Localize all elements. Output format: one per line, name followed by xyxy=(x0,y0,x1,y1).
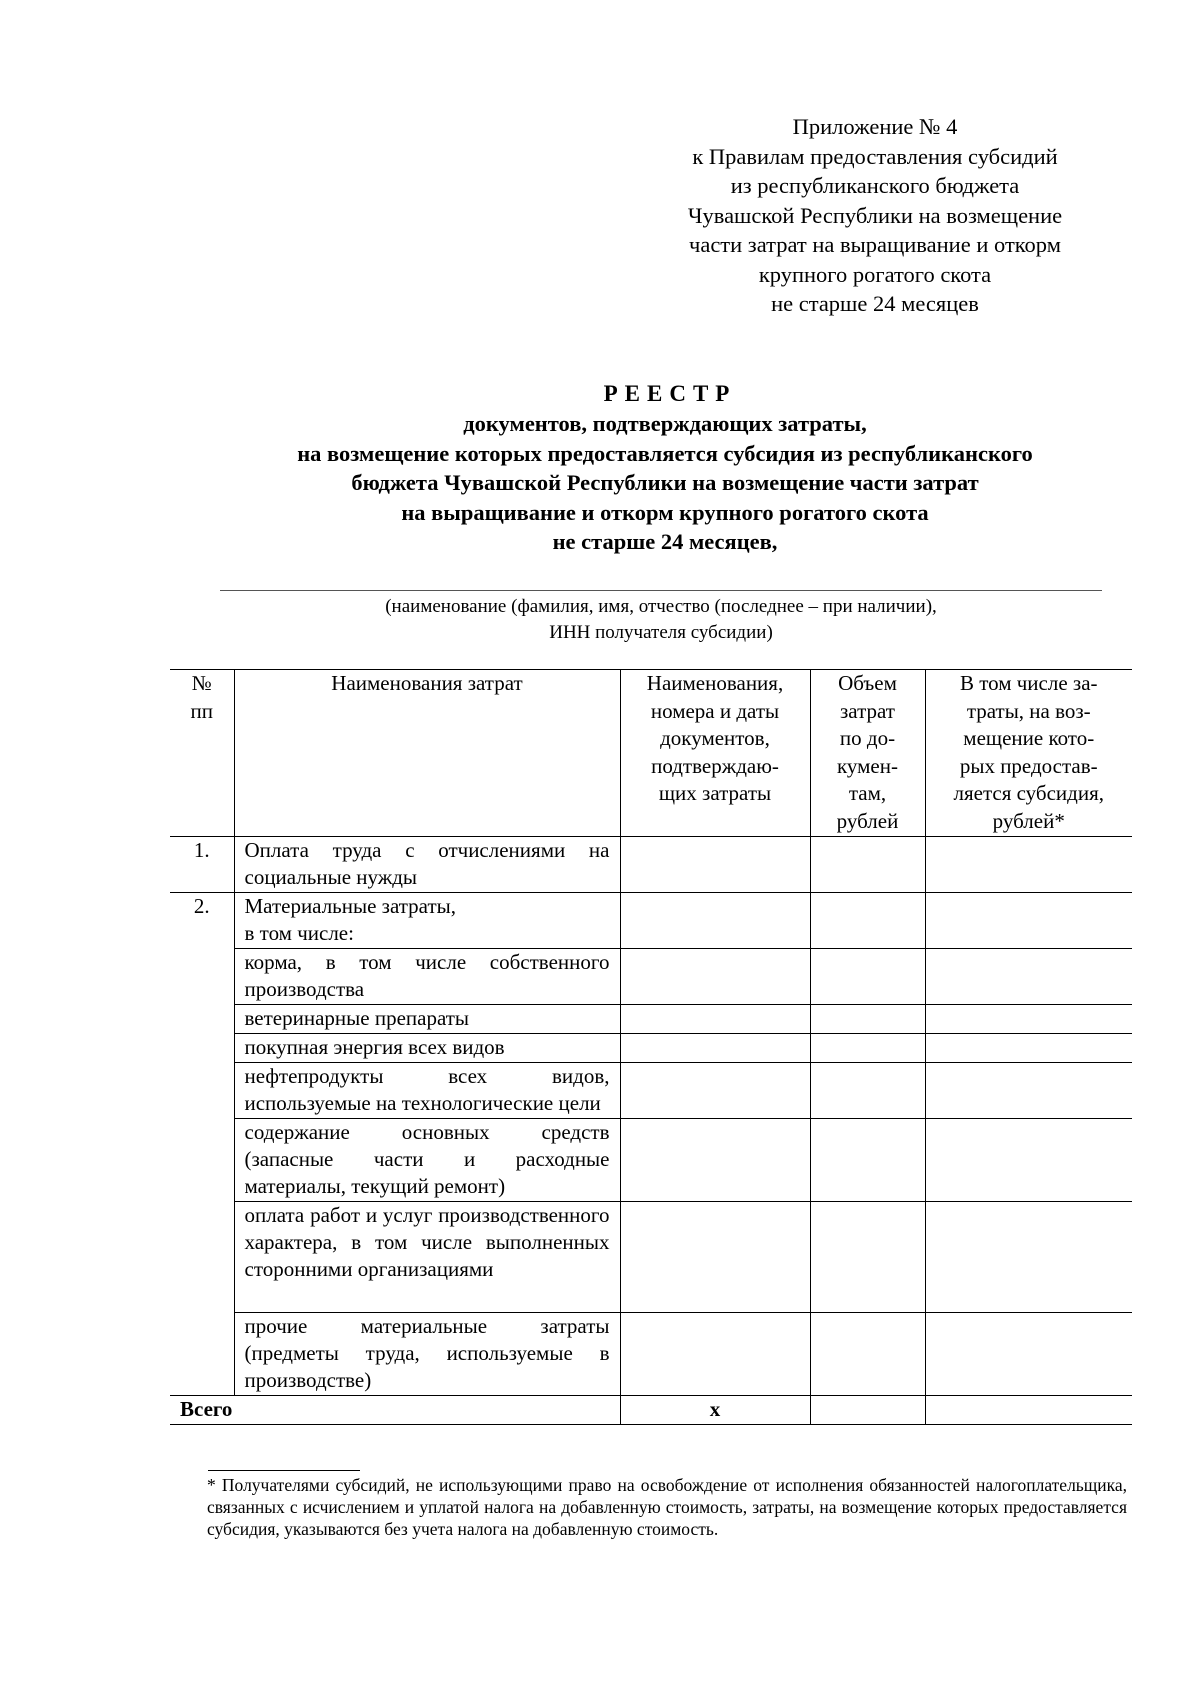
caption-line: (наименование (фамилия, имя, отчество (последнее – при наличии), xyxy=(385,596,937,617)
row-documents-cell xyxy=(620,1119,810,1202)
table-row xyxy=(170,1313,1132,1396)
header-amount: Объем затрат по до- кумен- там, рублей xyxy=(810,670,925,837)
row-subsidy-cell xyxy=(925,949,1132,1005)
row-documents-cell xyxy=(620,1034,810,1063)
table-total-row xyxy=(170,1396,1132,1425)
row-cost-name: покупная энергия всех видов xyxy=(234,1034,620,1063)
row-subsidy-cell xyxy=(925,1313,1132,1396)
appendix-header xyxy=(640,112,1110,319)
row-cost-name: нефтепродукты всех видов, используемые на технологические цели xyxy=(234,1063,620,1119)
row-cost-name: прочие материальные затраты (предметы труда, используемые в производстве) xyxy=(234,1313,620,1396)
row-subsidy-cell xyxy=(925,1063,1132,1119)
appendix-line: крупного рогатого скота xyxy=(758,261,992,287)
row-subsidy-cell xyxy=(925,1202,1132,1313)
appendix-line: из республиканского бюджета xyxy=(730,173,1020,198)
title-subtitle xyxy=(120,409,1200,557)
total-subsidy-cell xyxy=(925,1396,1132,1425)
recipient-caption xyxy=(220,594,1102,645)
header-documents: Наименования, номера и даты документов, подтверждаю- щих затраты xyxy=(620,670,810,837)
footnote-separator xyxy=(208,1470,360,1471)
table-header-row xyxy=(170,670,1132,837)
row-cost-name: содержание основных средств (запасные части и расходные материалы, текущий ремонт) xyxy=(234,1119,620,1202)
title-line: документов, подтверждающих затраты, xyxy=(463,411,867,436)
row-amount-cell xyxy=(810,949,925,1005)
row-amount-cell xyxy=(810,1005,925,1034)
row-cost-name: Материальные затраты, в том числе: xyxy=(234,893,620,949)
row-number: 2. xyxy=(170,893,234,1396)
row-subsidy-cell xyxy=(925,1005,1132,1034)
title-line: не старше 24 месяцев, xyxy=(552,529,778,554)
row-cost-name: корма, в том числе собственного производства xyxy=(234,949,620,1005)
row-amount-cell xyxy=(810,1313,925,1396)
row-amount-cell xyxy=(810,837,925,893)
row-documents-cell xyxy=(620,837,810,893)
footnote-mark: * xyxy=(207,1475,216,1495)
row-subsidy-cell xyxy=(925,837,1132,893)
row-amount-cell xyxy=(810,1063,925,1119)
row-documents-cell xyxy=(620,1202,810,1313)
row-amount-cell xyxy=(810,1034,925,1063)
header-num: № пп xyxy=(170,670,234,837)
row-number: 1. xyxy=(170,837,234,893)
table-row xyxy=(170,893,1132,949)
title-line: бюджета Чувашской Республики на возмещение части затрат xyxy=(351,470,979,495)
total-amount-cell xyxy=(810,1396,925,1425)
footnote-text: Получателями субсидий, не использующими право на освобождение от исполнения обязанностей налогоплательщика, связанных с исчислением и уплатой налога на добавленную стоимость, затраты, на возмещение которых предоставляется субсидия, указываются без учета налога на добавленную стоимость. xyxy=(207,1475,1128,1539)
row-documents-cell xyxy=(620,893,810,949)
row-cost-name: ветеринарные препараты xyxy=(234,1005,620,1034)
row-cost-name: Оплата труда с отчислениями на социальные нужды xyxy=(234,837,620,893)
table-row xyxy=(170,837,1132,893)
table-row xyxy=(170,1063,1132,1119)
costs-register-table xyxy=(170,669,1132,1425)
appendix-line: к Правилам предоставления субсидий xyxy=(692,143,1058,169)
title-line: на возмещение которых предоставляется субсидия из республиканского xyxy=(297,440,1033,466)
total-label: Всего xyxy=(170,1396,620,1425)
appendix-line: части затрат на выращивание и откорм xyxy=(689,232,1061,257)
row-documents-cell xyxy=(620,1063,810,1119)
row-amount-cell xyxy=(810,893,925,949)
table-row xyxy=(170,1202,1132,1313)
row-subsidy-cell xyxy=(925,1034,1132,1063)
row-documents-cell xyxy=(620,949,810,1005)
caption-line: ИНН получателя субсидии) xyxy=(549,621,773,643)
header-subsidy-amount: В том числе за- траты, на воз- мещение кото- рых предостав- ляется субсидия, рублей* xyxy=(925,670,1132,837)
title-main: РЕЕСТР xyxy=(603,381,737,406)
footnote xyxy=(207,1474,1127,1540)
appendix-line: Приложение № 4 xyxy=(792,114,958,139)
row-cost-name: оплата работ и услуг производственного характера, в том числе выполненных сторонними организациями xyxy=(234,1202,620,1313)
document-title xyxy=(120,379,1200,557)
table-row xyxy=(170,1005,1132,1034)
recipient-fill-line xyxy=(220,590,1102,591)
title-line: на выращивание и откорм крупного рогатого скота xyxy=(401,499,929,525)
header-cost-name: Наименования затрат xyxy=(234,670,620,837)
table-row xyxy=(170,1119,1132,1202)
row-amount-cell xyxy=(810,1119,925,1202)
table-row xyxy=(170,1034,1132,1063)
total-documents-cell: х xyxy=(620,1396,810,1425)
row-subsidy-cell xyxy=(925,893,1132,949)
appendix-line: Чувашской Республики на возмещение xyxy=(687,202,1063,228)
row-documents-cell xyxy=(620,1005,810,1034)
row-documents-cell xyxy=(620,1313,810,1396)
row-amount-cell xyxy=(810,1202,925,1313)
row-subsidy-cell xyxy=(925,1119,1132,1202)
table-row xyxy=(170,949,1132,1005)
appendix-line: не старше 24 месяцев xyxy=(771,291,979,316)
